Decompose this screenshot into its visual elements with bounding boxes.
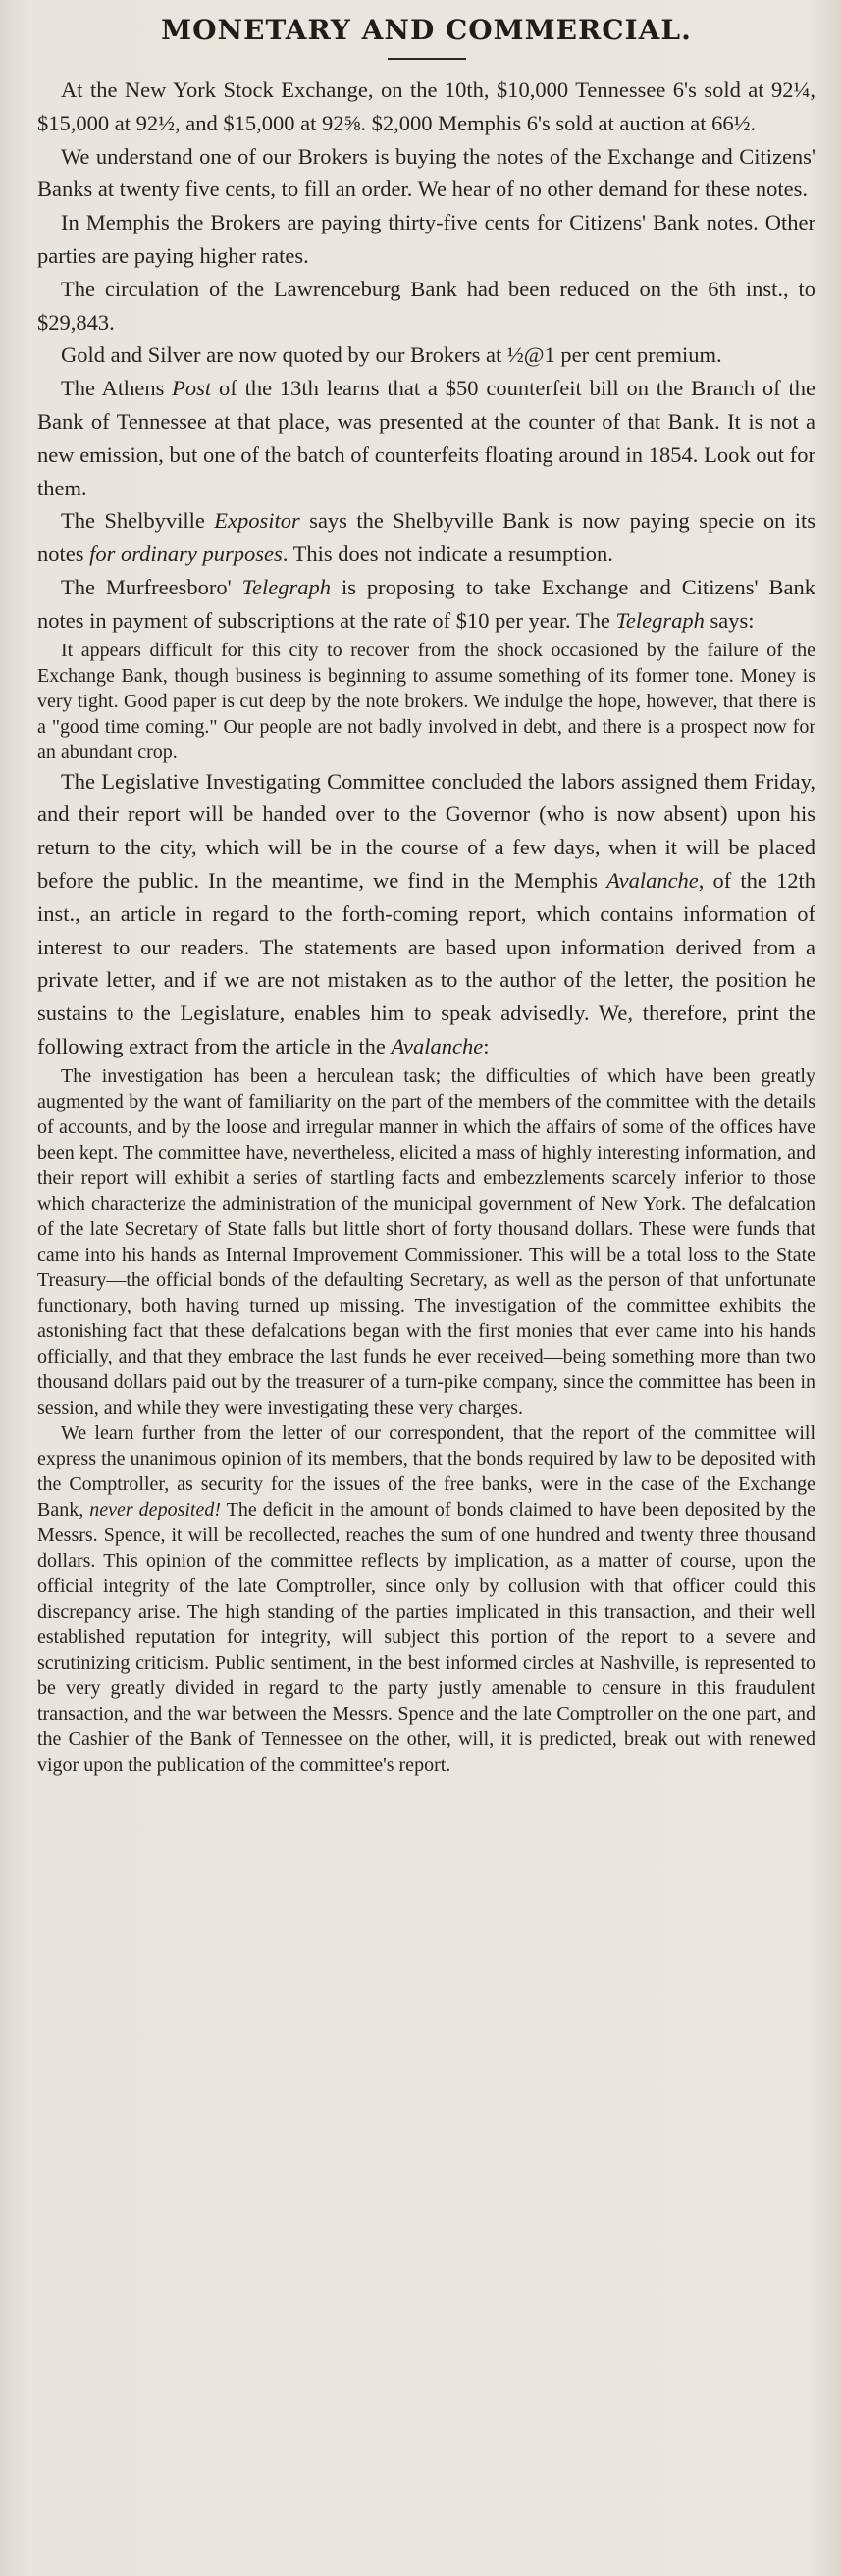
headline: MONETARY AND COMMERCIAL.: [161, 14, 692, 46]
paragraph-stock-exchange: At the New York Stock Exchange, on the 10th, $10,000 Tennessee 6's sold at 92¼, $15,000 at 92½, and $15,000 at 92⅝. $2,000 Memphis 6's sold at auction at 66½.: [37, 77, 815, 135]
emphasis-text: for ordinary purposes: [89, 541, 283, 567]
text-run: The Murfreesboro': [61, 574, 242, 599]
text-run: The deficit in the amount of bonds claimed to have been deposited by the Messrs. Spence, it will be recollected, reaches the sum of one hundred and twenty three thousand dollars. This opinion of the committee reflects by implication, as a matter of course, upon the official integrity of the late Comptroller, since only by collusion with that officer could this discrepancy arise. The high standing of the parties implicated in this transaction, and their well established reputation for integrity, will subject this portion of the report to a severe and scrutinizing criticism. Public sentiment, in the best informed circles at Nashville, is represented to be very greatly divided in regard to the party justly amenable to censure in this fraudulent transaction, and the war between the Messrs. Spence and the late Comptroller on the one part, and the Cashier of the Bank of Tennessee on the other, will, it is predicted, break out with renewed vigor upon the publication of the committee's report.: [37, 1498, 815, 1776]
text-run: :: [483, 1033, 490, 1058]
text-run: says the Shelbyville Bank is now paying specie on its notes: [37, 508, 815, 567]
paragraph-murfreesboro-telegraph: [37, 571, 815, 638]
text-run: , of the 12th inst., an article in regard to the forth-coming report, which contains information of interest to our readers. The statements are based upon information derived from a private letter, and if we are not mistaken as to the author of the letter, the position he sustains to the Legislature, enables him to speak advisedly. We, therefore, print the following extract from the article in the: [37, 867, 815, 1058]
text-run: The Athens: [61, 376, 173, 401]
quotation-telegraph: It appears difficult for this city to recover from the shock occasioned by the failure of the Exchange Bank, though business is beginning to assume something of its former tone. Money is very tight. Good paper is cut deep by the note brokers. We indulge the hope, however, that there is a "good time coming." Our people are not badly involved in debt, and there is a prospect now for an abundant crop.: [37, 639, 815, 763]
newspaper-title: Avalanche: [606, 867, 699, 893]
paragraph-lawrenceburg-bank: The circulation of the Lawrenceburg Bank had been reduced on the 6th inst., to $29,843.: [37, 276, 815, 335]
paragraph-athens-counterfeit: [37, 372, 815, 504]
text-run: We learn further from the letter of our correspondent, that the report of the committee will express the unanimous opinion of its members, that the bonds required by law to be deposited with the Comptroller, as security for the issues of the free banks, were in the case of the Exchange Bank,: [37, 1421, 815, 1520]
paragraph-shelbyville-bank: [37, 504, 815, 571]
paragraph-brokers-buying: We understand one of our Brokers is buying the notes of the Exchange and Citizens' Banks at twenty five cents, to fill an order. We hear of no other demand for these notes.: [37, 143, 815, 202]
quotation-avalanche-comptroller: [37, 1420, 815, 1777]
text-run: The Shelbyville: [61, 508, 215, 534]
text-run: says:: [704, 607, 755, 633]
paragraph-memphis-brokers: In Memphis the Brokers are paying thirty-five cents for Citizens' Bank notes. Other parties are paying higher rates.: [37, 210, 815, 268]
text-run: . This does not indicate a resumption.: [282, 541, 613, 567]
newspaper-title: Expositor: [214, 508, 300, 534]
text-run: of the 13th learns that a $50 counterfeit bill on the Branch of the Bank of Tennessee at that place, was presented at the counter of that Bank. It is not a new emission, but one of the batch of counterfeits floating around in 1854. Look out for them.: [37, 376, 816, 500]
text-run: The Legislative Investigating Committee concluded the labors assigned them Friday, and their report will be handed over to the Governor (who is now absent) upon his return to the city, which will be in the course of a few days, when it will be placed before the public. In the meantime, we find in the Memphis: [37, 768, 815, 893]
emphasis-text: never deposited!: [89, 1498, 221, 1520]
text-run: is proposing to take Exchange and Citizens' Bank notes in payment of subscriptions at the rate of $10 per year. The: [37, 574, 815, 633]
newspaper-title: Telegraph: [615, 607, 705, 633]
paragraph-gold-silver: Gold and Silver are now quoted by our Brokers at ½@1 per cent premium.: [61, 342, 722, 368]
headline-rule: [388, 58, 466, 60]
newspaper-title: Post: [172, 376, 212, 401]
newspaper-title: Telegraph: [241, 574, 332, 599]
quotation-avalanche-investigation: The investigation has been a herculean task; the difficulties of which have been greatly augmented by the want of familiarity on the part of the members of the committee with the details of accounts, and by the loose and irregular manner in which the affairs of some of the offices have been kept. The committee have, nevertheless, elicited a mass of highly interesting information, and their report will exhibit a series of startling facts and embezzlements scarcely inferior to those which characterize the administration of the municipal government of New York. The defalcation of the late Secretary of State falls but little short of forty thousand dollars. These were funds that came into his hands as Internal Improvement Commissioner. This will be a total loss to the State Treasury—the official bonds of the defaulting Secretary, as well as the person of that unfortunate functionary, both having turned up missing. The investigation of the committee exhibits the astonishing fact that these defalcations began with the first monies that ever came into his hands officially, and that they embrace the last funds he ever received—being something more than two thousand dollars paid out by the treasurer of a turn-pike company, since the committee has been in session, and while they were investigating these very charges.: [37, 1064, 815, 1418]
newspaper-title: Avalanche: [391, 1033, 484, 1058]
paragraph-investigating-committee: [37, 765, 815, 1063]
